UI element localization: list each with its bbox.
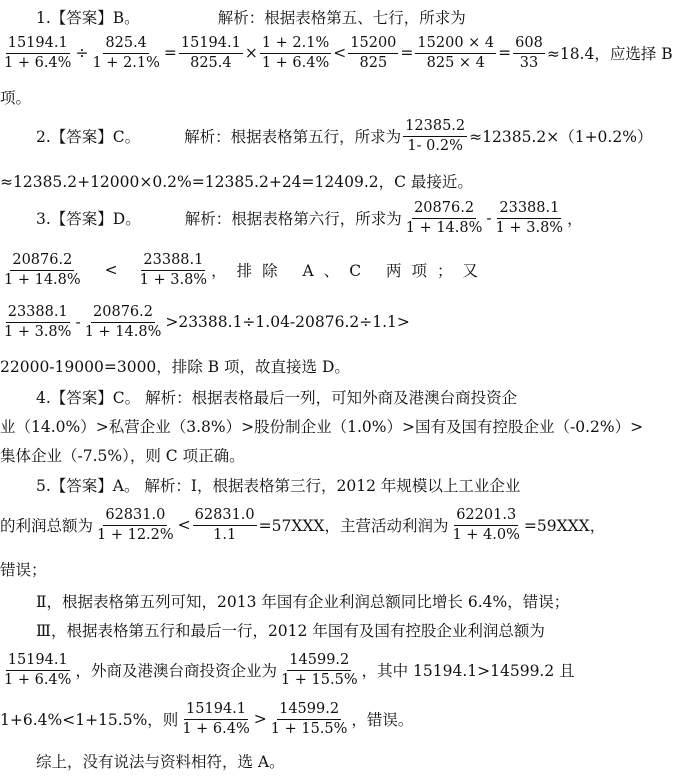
item-5-line1 — [0, 474, 520, 496]
answer-label: 1.【答案】B。 — [36, 9, 140, 27]
fraction: $\frac{15194.1}{1 + 6.4\%}$ — [182, 701, 250, 737]
text: Ⅲ，根据表格第五行和最后一行，2012 年国有及国有控股企业利润总额为 — [36, 622, 545, 640]
text: 22000-19000=3000，排除 B 项，故直接选 D。 — [0, 358, 350, 376]
item-1-end — [0, 86, 31, 108]
item-1-header — [0, 6, 466, 28]
fraction: $\frac{825.4}{1 + 2.1\%}$ — [92, 35, 160, 71]
text: 项。 — [0, 89, 32, 107]
fraction: $\frac{20876.2}{1 + 14.8\%}$ — [84, 304, 162, 340]
fraction: $\frac{23388.1}{1 + 3.8\%}$ — [495, 200, 564, 236]
fraction: $\frac{20876.2}{1 + 14.8\%}$ — [4, 252, 81, 288]
fraction: $\frac{15194.1}{1 + 6.4\%}$ — [4, 652, 72, 688]
operator: - — [486, 209, 492, 228]
text: >23388.1÷1.04-20876.2÷1.1> — [165, 313, 410, 332]
fraction: $\frac{15194.1}{1 + 6.4\%}$ — [4, 35, 72, 71]
analysis-text: 解析：根据表格第五、七行，所求为 — [217, 9, 466, 27]
fraction: $\frac{62831.0}{1 + 12.2\%}$ — [97, 507, 174, 543]
text: 的利润总额为 — [0, 517, 94, 536]
operator: < — [104, 261, 118, 280]
fraction: $\frac{14599.2}{1 + 15.5\%}$ — [270, 701, 348, 737]
operator: > — [253, 710, 267, 729]
fraction: $\frac{20876.2}{1 + 14.8\%}$ — [405, 200, 483, 236]
operator: - — [75, 313, 81, 332]
fraction: $\frac{23388.1}{1 + 3.8\%}$ — [4, 304, 72, 340]
item-4-line2 — [0, 415, 643, 437]
operator: = — [498, 44, 512, 63]
answer-label: 2.【答案】C。 — [36, 128, 141, 147]
fraction: $\frac{62201.3}{1 + 4.0\%}$ — [452, 507, 520, 543]
item-5-line3 — [0, 558, 47, 580]
fraction: $\frac{15200 \times 4}{825 \times 4}$ — [417, 35, 495, 71]
text: 综上，没有说法与资料相符，选 A。 — [36, 753, 285, 771]
result-text: ≈12385.2×（1+0.2%） — [469, 128, 653, 147]
item-5-line5 — [0, 619, 545, 641]
item-1-formula — [0, 35, 673, 71]
item-5-line8 — [0, 750, 285, 772]
text: 错误； — [0, 561, 47, 579]
fraction: $\frac{12385.2}{1- 0.2\%}$ — [405, 118, 466, 154]
item-4-line1 — [0, 386, 517, 408]
item-3-line4 — [0, 355, 350, 377]
fraction: $\frac{608}{33}$ — [515, 35, 543, 71]
text: ，外商及港澳台商投资企业为 — [75, 662, 277, 681]
text: 1+6.4%<1+15.5%，则 — [0, 711, 179, 730]
item-3-header — [0, 200, 583, 236]
item-5-line6 — [0, 652, 575, 688]
operator: < — [177, 516, 191, 535]
text: ，错误。 — [351, 711, 414, 730]
item-5-line7 — [0, 701, 413, 737]
item-2-header — [0, 118, 652, 154]
text: =57XXX，主营活动利润为 — [258, 517, 449, 536]
text: Ⅱ，根据表格第五列可知，2013 年国有企业利润总额同比增长 6.4%，错误； — [36, 593, 570, 611]
fraction: $\frac{14599.2}{1 + 15.5\%}$ — [280, 652, 358, 688]
text: ≈12385.2+12000×0.2%=12385.2+24=12409.2，C 最接近。 — [0, 173, 473, 191]
item-5-line4 — [0, 590, 569, 612]
operator: = — [400, 44, 414, 63]
item-4-line3 — [0, 444, 245, 466]
answer-label: 3.【答案】D。 — [36, 210, 141, 229]
operator: ， — [567, 210, 583, 229]
item-3-line3 — [0, 304, 410, 340]
text: 集体企业（-7.5%），则 C 项正确。 — [0, 447, 245, 465]
operator: ÷ — [75, 44, 89, 63]
item-3-line2 — [0, 252, 488, 288]
operator: × — [244, 44, 258, 63]
text: =59XXX， — [523, 517, 606, 536]
text: ，其中 15194.1>14599.2 且 — [361, 662, 575, 681]
fraction: $\frac{1 + 2.1\%}{1 + 6.4\%}$ — [261, 35, 330, 71]
item-5-line2 — [0, 507, 605, 543]
analysis-text: 解析：根据表格第五行，所求为 — [184, 128, 402, 147]
fraction: $\frac{15200}{825}$ — [350, 35, 397, 71]
operator: = — [163, 44, 177, 63]
text: 5.【答案】A。 解析：Ⅰ，根据表格第三行，2012 年规模以上工业企业 — [36, 477, 521, 495]
text: ，排除 A、C 两项；又 — [211, 262, 489, 281]
fraction: $\frac{15194.1}{825.4}$ — [180, 35, 241, 71]
fraction: $\frac{23388.1}{1 + 3.8\%}$ — [139, 252, 208, 288]
operator: < — [333, 44, 347, 63]
item-2-line2 — [0, 170, 473, 192]
result-text: ≈18.4，应选择 B — [546, 45, 673, 64]
text: 4.【答案】C。 解析：根据表格最后一列，可知外商及港澳台商投资企 — [36, 389, 518, 407]
fraction: $\frac{62831.0}{1.1}$ — [194, 507, 255, 543]
analysis-text: 解析：根据表格第六行，所求为 — [184, 210, 402, 229]
text: 业（14.0%）>私营企业（3.8%）>股份制企业（1.0%）>国有及国有控股企业（-0.2%）> — [0, 418, 644, 436]
